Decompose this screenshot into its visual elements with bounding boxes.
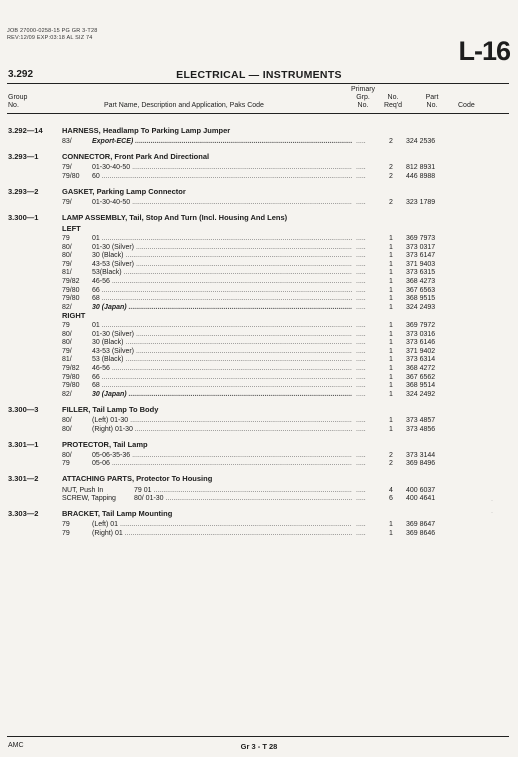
part-description: 05-06 .....	[92, 459, 352, 469]
part-description: (Right) 01 .....	[92, 529, 352, 539]
quantity-required: 1	[389, 286, 393, 294]
header-part-name: Part Name, Description and Application, Paks Code	[104, 102, 264, 109]
group-number: 3.301—2	[8, 474, 39, 484]
part-description: (Left) 01-30 .....	[92, 416, 352, 426]
part-description: Export-ECE) .....	[92, 137, 352, 147]
group-title: FILLER, Tail Lamp To Body	[62, 404, 159, 414]
part-description: 66 .....	[92, 373, 352, 383]
part-row: 79/80 60 ..... ..... 2 446 8988	[0, 172, 518, 182]
part-number: 371 9402	[406, 347, 436, 355]
part-row: 79/80 66 ..... ..... 1 367 6562	[0, 373, 518, 383]
quantity-required: 1	[389, 303, 393, 311]
part-row: 79 05-06 ..... ..... 2 369 8496	[0, 459, 518, 469]
model-years: 79/80	[62, 382, 80, 390]
quantity-required: 1	[389, 382, 393, 390]
part-number: 368 9514	[406, 382, 436, 390]
part-description: 46-56 .....	[92, 364, 352, 374]
part-description: 80/ 01-30 .....	[134, 494, 352, 504]
model-years: 79/	[62, 164, 72, 172]
part-number: 373 0317	[406, 243, 436, 251]
quantity-required: 1	[389, 330, 393, 338]
part-description: 01-30-40-50 .....	[92, 163, 352, 173]
part-number: 373 6146	[406, 339, 436, 347]
part-row: 79 01 ..... ..... 1 369 7973	[0, 234, 518, 244]
part-number: 373 6147	[406, 252, 436, 260]
part-row: 80/ (Left) 01-30 ..... ..... 1 373 4857	[0, 416, 518, 426]
model-years: 79	[62, 521, 70, 529]
part-number: 812 8931	[406, 164, 436, 172]
group-heading-row	[0, 187, 518, 197]
group-title: PROTECTOR, Tail Lamp	[62, 439, 148, 449]
group-number: 3.301—1	[8, 439, 39, 449]
group-number: 3.292—14	[8, 126, 43, 135]
model-years: 80/	[62, 330, 72, 338]
group-title: CONNECTOR, Front Park And Directional	[62, 152, 210, 162]
part-number: 373 4856	[406, 425, 436, 433]
part-number: 368 9515	[406, 295, 436, 303]
model-years: 80/	[62, 243, 72, 251]
title-rule	[7, 83, 509, 84]
quantity-required: 1	[389, 339, 393, 347]
group-title: BRACKET, Tail Lamp Mounting	[62, 509, 173, 519]
part-number: 368 4272	[406, 365, 436, 372]
group-number: 3.293—2	[8, 187, 39, 196]
part-number: 369 8646	[406, 530, 436, 537]
quantity-required: 1	[389, 278, 393, 285]
part-row: 79/80 68 ..... ..... 1 368 9515	[0, 294, 518, 304]
part-description: (Right) 01-30 .....	[92, 425, 352, 435]
model-years: 79/82	[62, 278, 80, 285]
part-row: 80/ (Right) 01-30 ..... ..... 1 373 4856	[0, 425, 518, 435]
quantity-required: 2	[389, 138, 393, 146]
quantity-required: 1	[389, 425, 393, 433]
model-years: 80/	[62, 339, 72, 347]
part-description: 01 .....	[92, 234, 352, 244]
quantity-required: 1	[389, 252, 393, 260]
part-row: 80/ 30 (Black) ..... ..... 1 373 6147	[0, 251, 518, 261]
part-description: 01-30 (Silver) .....	[92, 330, 352, 340]
page-id: L-16	[458, 36, 510, 66]
group-title: GASKET, Parking Lamp Connector	[62, 187, 186, 196]
group-title: LAMP ASSEMBLY, Tail, Stop And Turn (Incl. Housing And Lens)	[62, 213, 288, 223]
part-row: 82/ 30 (Japan) ..... ..... 1 324 2493	[0, 303, 518, 313]
part-row: 79/ 01-30-40-50 ..... ..... 2 812 8931	[0, 163, 518, 173]
group-number: 3.293—1	[8, 152, 39, 162]
part-row: 80/ 01-30 (Silver) ..... ..... 1 373 0316	[0, 330, 518, 340]
model-years: 82/	[62, 303, 72, 311]
group-number: 3.300—3	[8, 404, 39, 414]
model-years: 82/	[62, 390, 72, 398]
group-number: 3.300—1	[8, 213, 39, 223]
part-row: 79 (Right) 01 ..... ..... 1 369 8646	[0, 529, 518, 539]
page-title: ELECTRICAL — INSTRUMENTS	[176, 69, 342, 81]
part-row: 79/82 46-56 ..... ..... 1 368 4273	[0, 277, 518, 287]
quantity-required: 1	[389, 322, 393, 329]
quantity-required: 1	[389, 260, 393, 268]
quantity-required: 1	[389, 269, 393, 277]
quantity-required: 2	[389, 164, 393, 172]
model-years: NUT, Push In	[62, 486, 104, 494]
part-row: NUT, Push In 79 01 ..... ..... 4 400 6037	[0, 486, 518, 496]
part-row: 79/ 43-53 (Silver) ..... ..... 1 371 9402	[0, 347, 518, 357]
quantity-required: 1	[389, 356, 393, 364]
quantity-required: 6	[389, 495, 393, 503]
part-row: 80/ 01-30 (Silver) ..... ..... 1 373 0317	[0, 243, 518, 253]
quantity-required: 2	[389, 173, 393, 180]
model-years: 79/82	[62, 365, 80, 372]
group-title: ATTACHING PARTS, Protector To Housing	[62, 474, 213, 484]
quantity-required: 1	[389, 347, 393, 355]
group-number: 3.303—2	[8, 509, 39, 519]
part-row: 79/ 01-30-40-50 ..... ..... 2 323 1789	[0, 198, 518, 208]
footer-brand: AMC	[8, 742, 24, 749]
model-years: 79/80	[62, 173, 80, 180]
model-years: 79/80	[62, 373, 80, 381]
part-number: 368 4273	[406, 278, 436, 285]
part-row: 81/ 53 (Black) ..... ..... 1 373 6314	[0, 355, 518, 365]
part-row: 80/ 05-06-35-36 ..... ..... 2 373 3144	[0, 451, 518, 461]
job-info	[7, 28, 97, 42]
header-part-no: Part No.	[425, 94, 439, 109]
model-years: 81/	[62, 269, 72, 277]
job-line-2: REV:12/09 EXP:03:18 AL SIZ 74	[7, 35, 93, 41]
model-years: SCREW, Tapping	[62, 495, 116, 503]
part-description: 66 .....	[92, 286, 352, 296]
part-row: 80/ 30 (Black) ..... ..... 1 373 6146	[0, 338, 518, 348]
model-years: 80/	[62, 425, 72, 433]
part-description: 43-53 (Silver) .....	[92, 347, 352, 357]
part-row: 79/82 46-56 ..... ..... 1 368 4272	[0, 364, 518, 374]
quantity-required: 2	[389, 460, 393, 468]
part-description: 79 01 .....	[134, 486, 352, 496]
part-number: 373 4857	[406, 417, 436, 424]
part-description: 01-30 (Silver) .....	[92, 243, 352, 253]
part-description: 05-06-35-36 .....	[92, 451, 352, 461]
job-line-1: JOB 27000-0258-15 PG GR 3-T28	[7, 28, 98, 34]
part-number: 369 7972	[406, 322, 436, 329]
group-heading-row	[0, 474, 518, 484]
part-row: 83/ Export-ECE) ..... ..... 2 324 2536	[0, 137, 518, 147]
part-number: 369 8496	[406, 460, 436, 468]
part-description: 46-56 .....	[92, 277, 352, 287]
header-group: Group No.	[8, 94, 28, 109]
group-heading-row	[0, 405, 518, 415]
model-years: 79/	[62, 260, 72, 268]
part-row: SCREW, Tapping 80/ 01-30 ..... ..... 6 400 4641	[0, 494, 518, 504]
part-row: 79/80 68 ..... ..... 1 368 9514	[0, 381, 518, 391]
part-number: 367 6562	[406, 373, 436, 381]
part-description: 53 (Black) .....	[92, 355, 352, 365]
part-number: 373 6314	[406, 356, 436, 364]
footer-page-ref: Gr 3 - T 28	[240, 742, 278, 751]
group-heading-row	[0, 213, 518, 223]
group-heading-row	[0, 126, 518, 136]
model-years: 79	[62, 460, 70, 468]
quantity-required: 1	[389, 243, 393, 251]
header-rule	[7, 113, 509, 114]
part-number: 400 4641	[406, 495, 436, 503]
part-number: 373 6315	[406, 269, 436, 277]
footer-rule	[7, 736, 509, 737]
quantity-required: 4	[389, 486, 393, 494]
part-description: 68 .....	[92, 381, 352, 391]
quantity-required: 1	[389, 521, 393, 529]
model-years: 80/	[62, 451, 72, 459]
header-primary-group: Primary Grp. No.	[350, 86, 376, 109]
part-row: 82/ 30 (Japan) ..... ..... 1 324 2492	[0, 390, 518, 400]
part-number: 323 1789	[406, 199, 436, 207]
header-required: No. Req'd	[383, 94, 403, 109]
part-number: 373 0316	[406, 330, 436, 338]
quantity-required: 2	[389, 451, 393, 459]
quantity-required: 1	[389, 235, 393, 242]
part-description: 43-53 (Silver) .....	[92, 260, 352, 270]
part-number: 324 2536	[406, 138, 436, 146]
part-number: 369 8647	[406, 521, 436, 529]
part-row: 79 01 ..... ..... 1 369 7972	[0, 321, 518, 331]
side-label: LEFT	[62, 224, 81, 234]
model-years: 81/	[62, 356, 72, 364]
part-number: 367 6563	[406, 286, 436, 294]
side-subheading	[0, 311, 518, 321]
part-description: (Left) 01 .....	[92, 520, 352, 530]
model-years: 80/	[62, 252, 72, 260]
model-years: 79	[62, 235, 70, 242]
side-label: RIGHT	[62, 311, 86, 321]
group-heading-row	[0, 152, 518, 162]
part-number: 373 3144	[406, 451, 436, 459]
model-years: 79/80	[62, 295, 80, 303]
part-description: 68 .....	[92, 294, 352, 304]
section-number: 3.292	[8, 69, 34, 80]
quantity-required: 1	[389, 390, 393, 398]
group-title: HARNESS, Headlamp To Parking Lamp Jumper	[62, 126, 231, 135]
quantity-required: 2	[389, 199, 393, 207]
model-years: 79	[62, 322, 70, 329]
header-code: Code	[458, 102, 475, 109]
part-description: 53(Black) .....	[92, 268, 352, 278]
part-row: 81/ 53(Black) ..... ..... 1 373 6315	[0, 268, 518, 278]
model-years: 79/80	[62, 286, 80, 294]
part-number: 400 6037	[406, 486, 436, 494]
model-years: 79/	[62, 347, 72, 355]
model-years: 83/	[62, 138, 72, 146]
part-description: 60 .....	[92, 172, 352, 182]
group-heading-row	[0, 509, 518, 519]
model-years: 79	[62, 530, 70, 537]
model-years: 79/	[62, 199, 72, 207]
model-years: 80/	[62, 417, 72, 424]
part-description: 30 (Japan) .....	[92, 390, 352, 400]
part-number: 324 2493	[406, 303, 436, 311]
part-number: 446 8988	[406, 173, 436, 180]
quantity-required: 1	[389, 417, 393, 424]
part-row: 79/ 43-53 (Silver) ..... ..... 1 371 9403	[0, 260, 518, 270]
part-description: 30 (Black) .....	[92, 338, 352, 348]
group-heading-row	[0, 440, 518, 450]
part-description: 30 (Japan) .....	[92, 303, 352, 313]
part-number: 324 2492	[406, 390, 436, 398]
quantity-required: 1	[389, 295, 393, 303]
part-row: 79 (Left) 01 ..... ..... 1 369 8647	[0, 520, 518, 530]
part-description: 01-30-40-50 .....	[92, 198, 352, 208]
quantity-required: 1	[389, 365, 393, 372]
part-number: 371 9403	[406, 260, 436, 268]
part-row: 79/80 66 ..... ..... 1 367 6563	[0, 286, 518, 296]
part-number: 369 7973	[406, 235, 436, 242]
side-subheading	[0, 224, 518, 234]
part-description: 01 .....	[92, 321, 352, 331]
quantity-required: 1	[389, 373, 393, 381]
quantity-required: 1	[389, 530, 393, 537]
part-description: 30 (Black) .....	[92, 251, 352, 261]
